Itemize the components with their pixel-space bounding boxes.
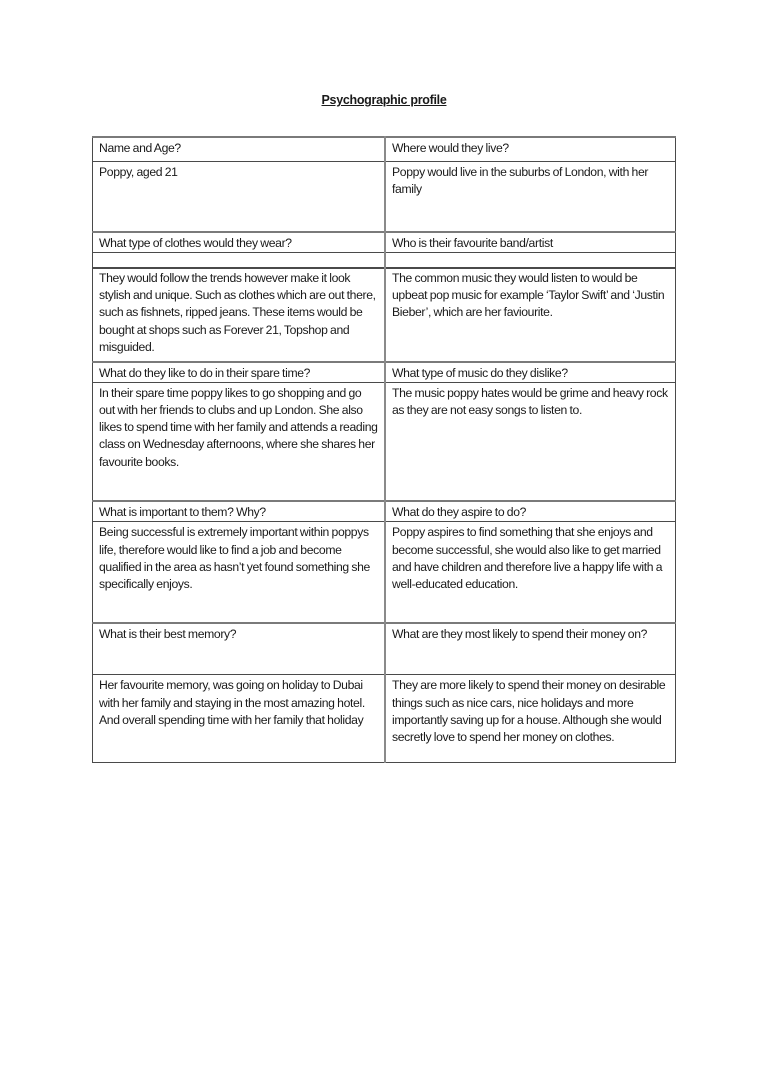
answer-music-dislike: The music poppy hates would be grime and heavy rock as they are not easy songs to listen to. — [385, 382, 676, 501]
question-name-age: Name and Age? — [93, 137, 386, 161]
table-row-name-location — [93, 137, 676, 161]
table-row-importance-questions — [93, 501, 676, 522]
question-best-memory: What is their best memory? — [93, 623, 386, 675]
answer-aspire: Poppy aspires to find something that she enjoys and become successful, she would also like to get married and have children and therefore live a happy life with a well-educated education. — [385, 522, 676, 623]
answer-best-memory: Her favourite memory, was going on holiday to Dubai with her family and staying in the most amazing hotel. And overall spending time with her family that holiday — [93, 675, 386, 763]
question-music-dislike: What type of music do they dislike? — [385, 362, 676, 383]
table-row-memory-answers — [93, 675, 676, 763]
answer-where-live: Poppy would live in the suburbs of London, with her family — [385, 161, 676, 232]
question-clothes: What type of clothes would they wear? — [93, 232, 386, 253]
answer-spare-time: In their spare time poppy likes to go shopping and go out with her friends to clubs and up London. She also likes to spend time with her family and attends a reading class on Wednesday afternoons, where she shares her favourite books. — [93, 382, 386, 501]
question-spare-time: What do they like to do in their spare time? — [93, 362, 386, 383]
answer-important: Being successful is extremely important within poppys life, therefore would like to find a job and become qualified in the area as hasn’t yet found something she specifically enjoys. — [93, 522, 386, 623]
table-row-clothes-music-answers — [93, 268, 676, 362]
table-row-importance-answers — [93, 522, 676, 623]
question-where-live: Where would they live? — [385, 137, 676, 161]
table-row-spare-time-answers — [93, 382, 676, 501]
answer-favourite-artist: The common music they would listen to would be upbeat pop music for example ‘Taylor Swift’ and ‘Justin Bieber’, which are her faviourite. — [385, 268, 676, 362]
question-important: What is important to them? Why? — [93, 501, 386, 522]
answer-name-age: Poppy, aged 21 — [93, 161, 386, 232]
table-row-spare-time-questions — [93, 362, 676, 383]
question-favourite-artist: Who is their favourite band/artist — [385, 232, 676, 253]
page-title: Psychographic profile — [321, 93, 447, 107]
answer-clothes: They would follow the trends however make it look stylish and unique. Such as clothes which are out there, such as fishnets, ripped jeans. These items would be bought at shops such as Forever 21, Topshop and misguided. — [93, 268, 386, 362]
question-spend-money: What are they most likely to spend their money on? — [385, 623, 676, 675]
table-row-clothes-music-questions — [93, 232, 676, 253]
question-aspire: What do they aspire to do? — [385, 501, 676, 522]
table-row-memory-questions — [93, 623, 676, 675]
profile-table-top — [92, 136, 676, 269]
table-row-name-location-answers — [93, 161, 676, 232]
answer-spend-money: They are more likely to spend their money on desirable things such as nice cars, nice holidays and more importantly saving up for a house. Although she would secretly love to spend her money on clothes. — [385, 675, 676, 763]
profile-table-bottom — [92, 267, 676, 763]
